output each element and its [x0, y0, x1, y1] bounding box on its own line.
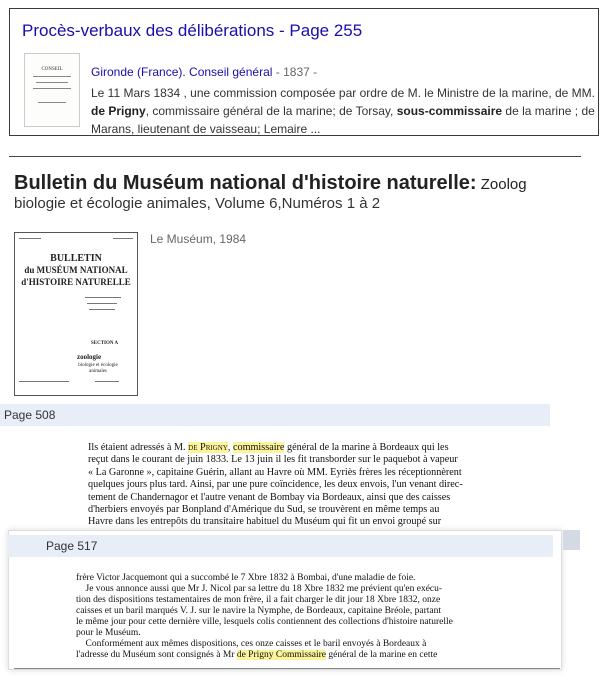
result-meta — [91, 65, 317, 79]
scan-line: Je vous annonce aussi que Mr J. Nicol par sa lettre du 18 Xbre 1832 me prévient qu'en exécu- — [76, 584, 443, 594]
page-scan-517[interactable] — [76, 573, 548, 661]
cover-line — [87, 303, 117, 304]
snippet-line: Le 11 Mars 1834 , une commission composée par ordre de M. le Ministre de la marine, de MM. — [91, 86, 595, 100]
scan-line: frère Victor Jacquemont qui a succombé le 7 Xbre 1832 à Bombai, d'une maladie de foie. — [76, 573, 416, 583]
book-cover-thumbnail[interactable] — [14, 232, 138, 396]
title-main: Bulletin du Muséum national d'histoire naturelle: — [14, 172, 477, 194]
result-snippet — [91, 84, 596, 138]
page-header-bar — [0, 404, 550, 426]
page-label[interactable]: Page 508 — [4, 408, 56, 422]
cover-line — [85, 297, 121, 298]
snippet-line: Marans, lieutenant de vaisseau; Lemaire ... — [91, 122, 321, 136]
scan-line: Havre dans les entrepôts du transitaire habituel du Muséum qui fit un envoi groupé sur — [88, 516, 442, 528]
publication-year: - 1837 - — [275, 65, 318, 79]
cover-subtitle: biologie et écologie animales — [78, 363, 118, 374]
result-card-proces-verbaux — [9, 8, 599, 136]
scan-text: l'adresse du Muséum sont consignés à Mr — [76, 650, 237, 660]
scan-line: reçut dans le courant de juin 1833. Le 13 juin il les fit transborder sur le paquebot à vapeur — [88, 454, 458, 466]
book-cover-thumbnail[interactable] — [24, 53, 80, 127]
scan-text: général de la marine en cette — [326, 650, 438, 660]
result-subtitle: biologie et écologie animales, Volume 6,Numéros 1 à 2 — [14, 195, 381, 212]
snippet-line — [91, 102, 596, 120]
title-suffix: Zoolog — [476, 176, 527, 193]
snippet-text: de la marine ; de — [502, 104, 595, 118]
cover-footer-line — [19, 381, 69, 382]
result-title-link[interactable]: Procès-verbaux des délibérations - Page 255 — [22, 21, 363, 40]
scan-line: tion des dispositions testamentaires de mon frère, il a fait charger le dit jour 18 Xbre 1832, onze — [76, 595, 441, 605]
scan-line: d'herbiers envoyés par Bonpland d'Amérique du Sud, se trouvèrent en même temps au — [88, 504, 440, 516]
page-label[interactable]: Page 517 — [46, 539, 98, 553]
scan-line — [76, 650, 548, 661]
search-hit: de Prigny Commissaire — [236, 650, 327, 660]
cover-title: d'HISTOIRE NATURELLE — [21, 277, 131, 287]
scan-text: général de la marine à Bordeaux qui les — [284, 442, 449, 453]
result-title-link[interactable] — [14, 172, 527, 195]
cover-title: du MUSÉUM NATIONAL — [24, 265, 128, 275]
scan-text: , — [227, 442, 233, 453]
publisher-link[interactable]: Gironde (France). Conseil général — [91, 65, 273, 79]
cover-section: SECTION A — [91, 341, 119, 346]
page-scan-508[interactable] — [88, 442, 542, 530]
scan-line: « La Garonne », capitaine Guérin, allant au Havre où MM. Eyriès frères les réceptionnèrent — [88, 466, 462, 478]
snippet-text: , commissaire général de la marine; de Torsay, — [145, 104, 397, 118]
search-hit: de Prigny — [188, 442, 228, 453]
thumbnail-line — [36, 82, 68, 83]
scroll-handle[interactable] — [563, 530, 580, 550]
publisher-year: Le Muséum, 1984 — [150, 232, 247, 246]
thumbnail-line — [33, 76, 71, 77]
thumbnail-line — [38, 102, 66, 103]
cover-title: BULLETIN — [50, 253, 102, 264]
thumbnail-label: CONSEIL — [41, 67, 63, 72]
cover-zoologie: zoologie — [77, 353, 102, 361]
scan-line: quelques jours plus tard. Ainsi, par une pure coïncidence, les deux envois, l'un venant direc- — [88, 479, 463, 491]
scan-line — [88, 442, 542, 454]
scan-text: Ils étaient adressés à M. — [88, 442, 189, 453]
divider — [14, 668, 560, 669]
scan-line: le même jour pour cette dernière ville, lesquels colis contiennent des collections d'histoire naturelle — [76, 617, 453, 627]
scan-line: pour le Muséum. — [76, 628, 141, 638]
scan-line: caisses et un baril marqués V. J. sur le navire la Nymphe, de Bordeaux, capitaine Bréole, partant — [76, 606, 442, 616]
scan-line: tement de Chandernagor et l'autre venant de Bombay via Bordeaux, ainsi que des caisses — [88, 491, 451, 503]
snippet-highlight: de Prigny — [91, 104, 146, 118]
thumbnail-line — [33, 88, 71, 89]
cover-line — [89, 309, 115, 310]
search-hit: commissaire — [232, 442, 285, 453]
cover-footer-line — [95, 381, 119, 382]
scan-line: Conformément aux mêmes dispositions, ces onze caisses et le baril envoyés à Bordeaux à — [76, 639, 427, 649]
cover-header-line — [113, 238, 133, 239]
divider — [9, 156, 581, 157]
cover-header-line — [19, 238, 41, 239]
snippet-highlight: sous-commissaire — [396, 104, 503, 118]
